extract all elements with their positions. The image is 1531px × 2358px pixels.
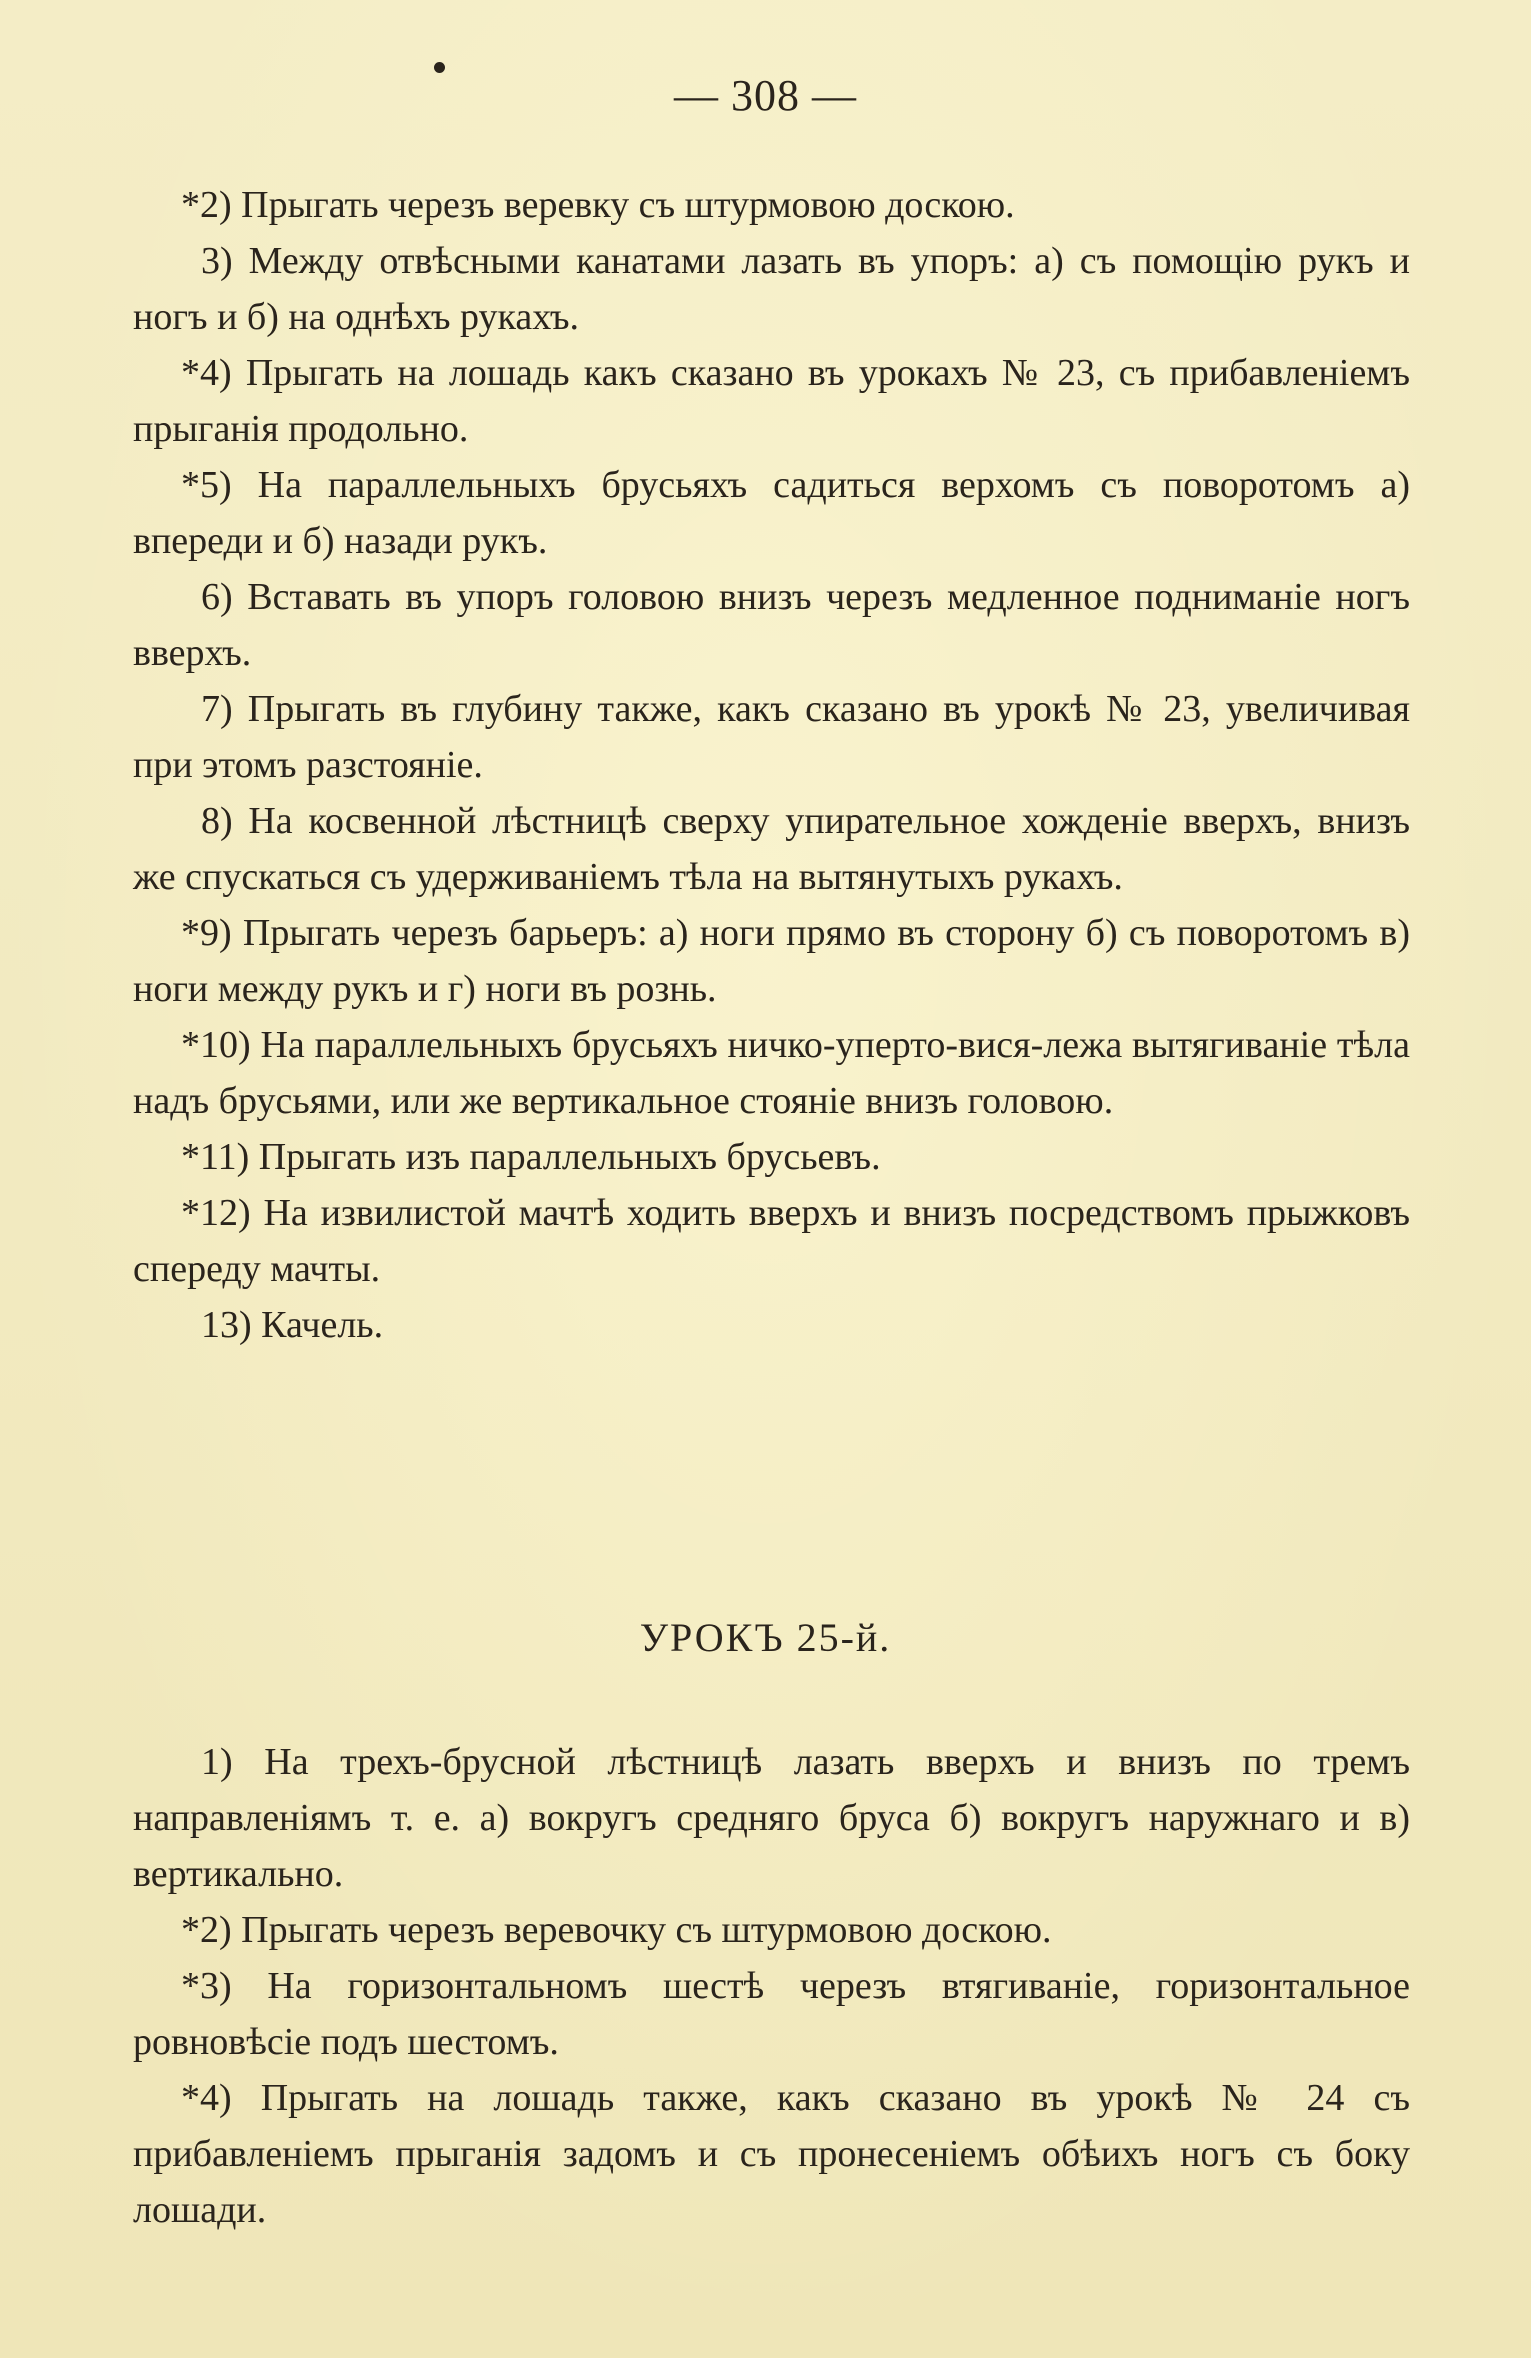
exercise-paragraph: *4) Прыгать на лошадь какъ сказано въ урокахъ № 23, съ прибавленіемъ прыганія продольно. [133,352,1410,450]
exercise-paragraph: *9) Прыгать черезъ барьеръ: а) ноги прямо въ сторону б) съ поворотомъ в) ноги между рукъ и г) ноги въ рознь. [133,912,1410,1010]
exercise-paragraph: 3) Между отвѣсными канатами лазать въ упоръ: а) съ помощію рукъ и ногъ и б) на однѣхъ рукахъ. [133,240,1410,338]
page-number: — 308 — [674,71,857,120]
exercise-paragraph: 7) Прыгать въ глубину также, какъ сказано въ урокѣ № 23, увеличивая при этомъ разстояніе. [133,688,1410,786]
exercise-paragraph: 1) На трехъ-брусной лѣстницѣ лазать вверхъ и внизъ по тремъ направленіямъ т. е. а) вокругъ средняго бруса б) вокругъ наружнаго и в) вертикально. [133,1741,1410,1895]
exercise-paragraph: 13) Качель. [201,1304,384,1346]
exercise-paragraph: 8) На косвенной лѣстницѣ сверху упирательное хожденіе вверхъ, внизъ же спускаться съ удерживаніемъ тѣла на вытянутыхъ рукахъ. [133,800,1410,898]
exercise-paragraph: *11) Прыгать изъ параллельныхъ брусьевъ. [181,1136,881,1178]
lesson-heading: УРОКЪ 25-й. [639,1615,892,1660]
exercise-paragraph: *12) На извилистой мачтѣ ходить вверхъ и внизъ посредствомъ прыжковъ спереду мачты. [133,1192,1410,1290]
exercise-paragraph: *3) На горизонтальномъ шестѣ черезъ втягиваніе, горизонтальное ровновѣсіе подъ шестомъ. [133,1965,1410,2063]
exercise-paragraph: *4) Прыгать на лошадь также, какъ сказано въ урокѣ № 24 съ прибавленіемъ прыганія задомъ и съ пронесеніемъ обѣихъ ногъ съ боку лошади. [133,2077,1410,2231]
exercise-paragraph: *10) На параллельныхъ брусьяхъ ничко-уперто-вися-лежа вытягиваніе тѣла надъ брусьями, или же вертикальное стояніе внизъ головою. [133,1024,1410,1122]
exercise-paragraph: 6) Вставать въ упоръ головою внизъ черезъ медленное подниманіе ногъ вверхъ. [133,576,1410,674]
exercise-paragraph: *5) На параллельныхъ брусьяхъ садиться верхомъ съ поворотомъ а) впереди и б) назади рукъ. [133,464,1410,562]
lesson-25-exercises [133,1734,1410,2238]
exercise-paragraph: *2) Прыгать черезъ веревку съ штурмовою доскою. [181,184,1015,226]
lesson-24-exercises [133,177,1410,1353]
exercise-paragraph: *2) Прыгать черезъ веревочку съ штурмовою доскою. [181,1909,1052,1951]
